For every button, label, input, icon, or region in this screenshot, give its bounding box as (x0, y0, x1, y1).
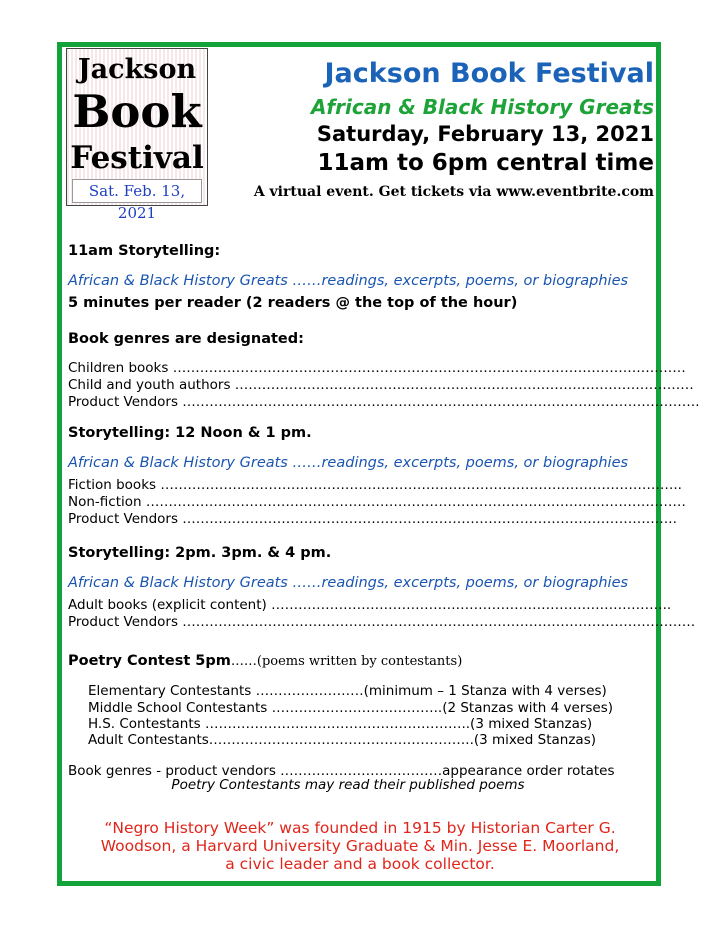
history-line: “Negro History Week” was founded in 1915 by Historian Carter G. (104, 819, 616, 837)
reader-rule-a: 5 minutes per reader ( (68, 295, 253, 311)
poetry-item: Middle School Contestants ………………………………..(2 Stanzas with 4 verses) (88, 700, 614, 716)
poetry-note: ……(poems written by contestants) (230, 654, 463, 669)
festival-logo (66, 48, 208, 222)
noon-item: Product Vendors ……………………………………………………………………………………………….. (68, 511, 677, 527)
poetry-item: Adult Contestants…………………………………………………..(3 mixed Stanzas) (88, 732, 597, 748)
history-line: a civic leader and a book collector. (225, 855, 495, 873)
festival-subtitle: African & Black History Greats (310, 95, 654, 119)
afternoon-item: Adult books (explicit content) …………………………………………………………………………….. (68, 597, 672, 613)
festival-date: Saturday, February 13, 2021 (316, 122, 654, 146)
noon-item: Non-fiction ………………………………………………………………………………………………………… (68, 494, 686, 510)
storytelling-noon-theme: African & Black History Greats ……readings, excerpts, poems, or biographies (68, 455, 629, 471)
festival-title: Jackson Book Festival (324, 58, 654, 89)
noon-item: Fiction books …………………………………………………………………………………………………….. (68, 477, 682, 493)
poetry-item: Elementary Contestants ……………………(minimum – 1 Stanza with 4 verses) (88, 683, 607, 699)
genre-item: Product Vendors ……………………………………………………………………………………………………. (68, 394, 700, 410)
history-line: Woodson, a Harvard University Graduate & Min. Jesse E. Moorland, (100, 837, 620, 855)
genre-item: Child and youth authors ………………………………………………………………………………………… (68, 377, 694, 393)
reader-rule (68, 294, 517, 312)
poetry-heading (68, 652, 462, 671)
logo-line-jackson: Jackson (77, 54, 197, 85)
logo-date: Sat. Feb. 13, 2021 (72, 179, 202, 203)
poets-note: Poetry Contestants may read their published poems (171, 777, 525, 793)
storytelling-noon-heading: Storytelling: 12 Noon & 1 pm. (68, 425, 312, 441)
storytelling-11am-theme: African & Black History Greats ……readings, excerpts, poems, or biographies (68, 273, 629, 289)
genres-heading: Book genres are designated: (68, 331, 304, 347)
logo-line-book: Book (72, 85, 202, 138)
storytelling-afternoon-theme: African & Black History Greats ……readings, excerpts, poems, or biographies (68, 575, 629, 591)
storytelling-afternoon-heading: Storytelling: 2pm. 3pm. & 4 pm. (68, 545, 332, 561)
afternoon-item: Product Vendors …………………………………………………………………………………………………… (68, 614, 696, 630)
genre-item: Children books …………………………………………………………………………………………………… (68, 360, 686, 376)
logo-line-festival: Festival (70, 140, 204, 176)
festival-time: 11am to 6pm central time (317, 150, 654, 176)
reader-rule-b: 2 readers @ the top of the hour) (252, 295, 518, 311)
poetry-item: H.S. Contestants …………………………………………………..(3 mixed Stanzas) (88, 716, 593, 732)
vendor-rotation-note: Book genres - product vendors ………………………………appearance order rotates (68, 763, 615, 779)
storytelling-11am-heading: 11am Storytelling: (68, 243, 221, 259)
poetry-title: Poetry Contest 5pm (68, 653, 231, 669)
ticket-note: A virtual event. Get tickets via www.eventbrite.com (253, 184, 654, 200)
